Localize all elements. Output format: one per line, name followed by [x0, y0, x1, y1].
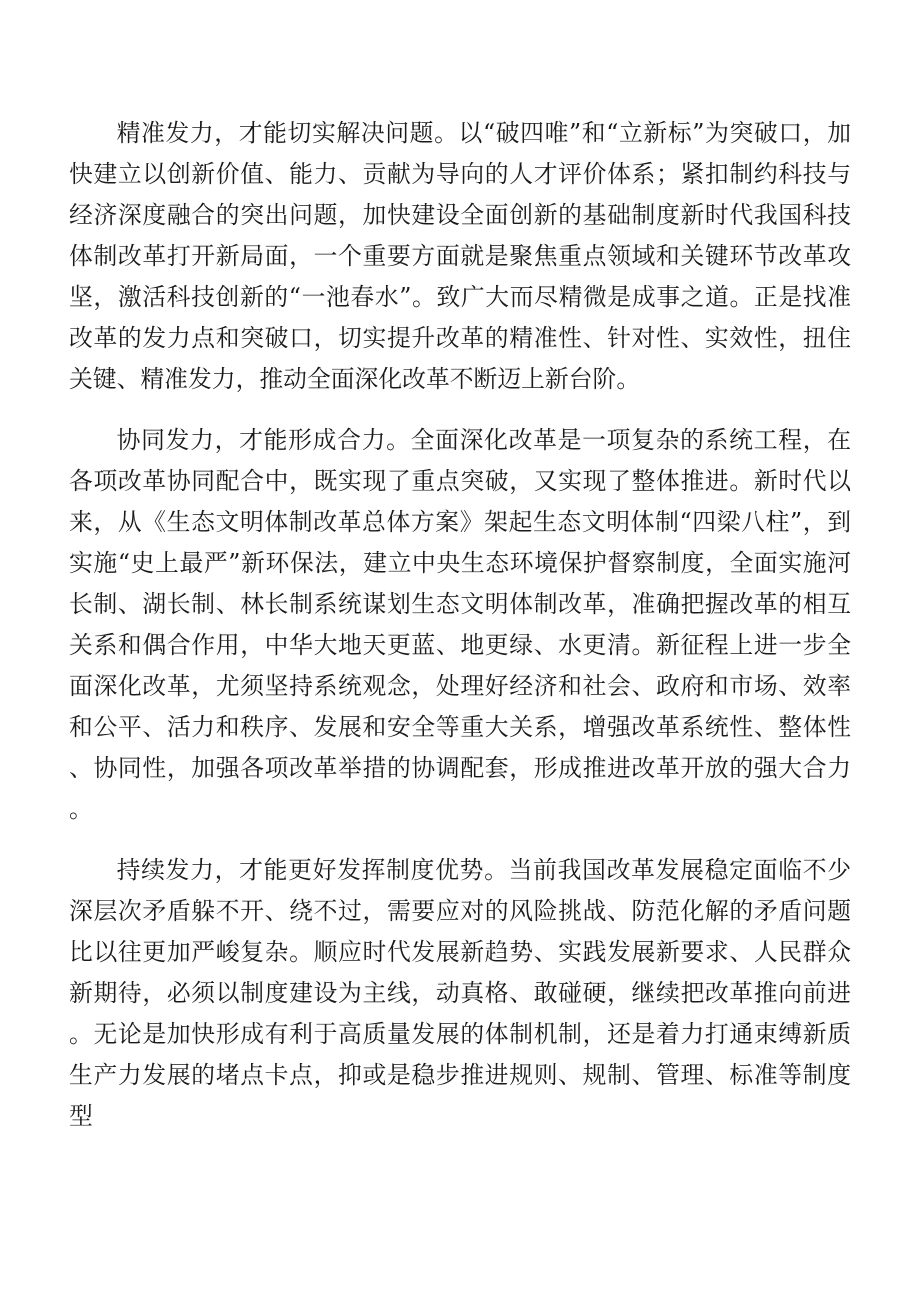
paragraph-sustained-effort: 持续发力，才能更好发挥制度优势。当前我国改革发展稳定面临不少深层次矛盾躲不开、绕不过，需要应对的风险挑战、防范化解的矛盾问题比以往更加严峻复杂。顺应时代发展新趋势、实践发展新要求、人民群众新期待，必须以制度建设为主线，动真格、敢碰硬，继续把改革推向前进。无论是加快形成有利于高质量发展的体制机制，还是着力打通束缚新质生产力发展的堵点卡点，抑或是稳步推进规则、规制、管理、标准等制度型: [69, 856, 851, 1130]
document-body: [69, 113, 851, 1137]
paragraph-coordinated-effort: 协同发力，才能形成合力。全面深化改革是一项复杂的系统工程，在各项改革协同配合中，既实现了重点突破，又实现了整体推进。新时代以来，从《生态文明体制改革总体方案》架起生态文明体制“四梁八柱”，到实施“史上最严”新环保法，建立中央生态环境保护督察制度，全面实施河长制、湖长制、林长制系统谋划生态文明体制改革，准确把握改革的相互关系和偶合作用，中华大地天更蓝、地更绿、水更清。新征程上进一步全面深化改革，尤须坚持系统观念，处理好经济和社会、政府和市场、效率和公平、活力和秩序、发展和安全等重大关系，增强改革系统性、整体性、协同性，加强各项改革举措的协调配套，形成推进改革开放的强大合力。: [69, 426, 851, 823]
paragraph-precise-effort: 精准发力，才能切实解决问题。以“破四唯”和“立新标”为突破口，加快建立以创新价值、能力、贡献为导向的人才评价体系；紧扣制约科技与经济深度融合的突出问题，加快建设全面创新的基础制度新时代我国科技体制改革打开新局面，一个重要方面就是聚焦重点领域和关键环节改革攻坚，激活科技创新的“一池春水”。致广大而尽精微是成事之道。正是找准改革的发力点和突破口，切实提升改革的精准性、针对性、实效性，扭住关键、精准发力，推动全面深化改革不断迈上新台阶。: [69, 119, 851, 393]
